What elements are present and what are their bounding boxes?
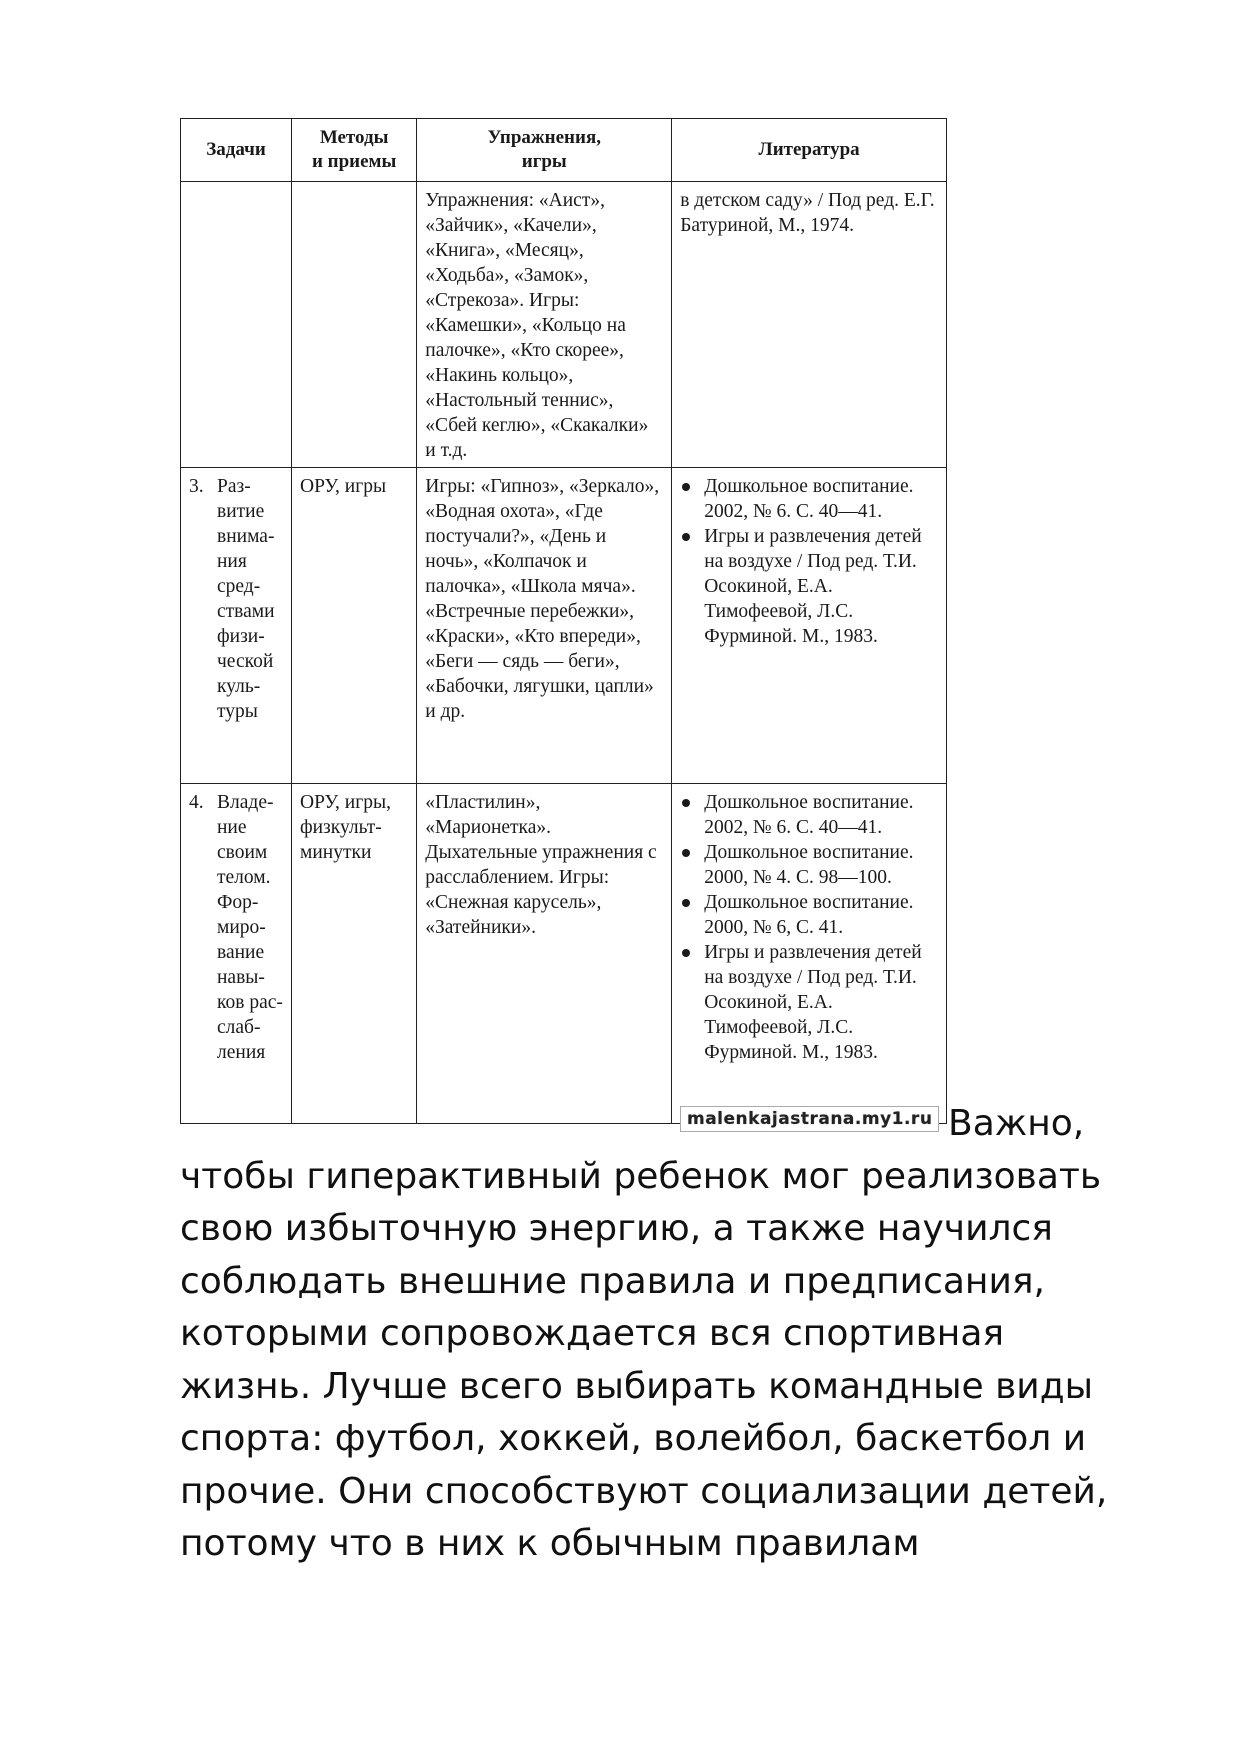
paragraph-text: чтобы гиперактивный ребенок мог реализовать свою избыточную энергию, а также научился соблюдать внешние правила и предписания, которыми сопровождается вся спортивная жизнь. Лучше всего выбирать командные виды спорта: футбол, хоккей, волейбол, баскетбол и прочие. Они способствуют социализации детей, потому что в них к обычным правилам (180, 1155, 1108, 1564)
task-cell (181, 182, 292, 468)
table-row (181, 182, 947, 468)
table-row (181, 468, 947, 784)
header-literature: Литература (672, 119, 947, 182)
exercises-cell (417, 784, 672, 1124)
header-methods: Методы и приемы (291, 119, 416, 182)
task-number: 4. (189, 792, 204, 813)
bullet-icon (682, 533, 690, 541)
task-text: Раз-витие внима-ния сред-ствами физи-ческой куль-туры (217, 476, 275, 722)
bullet-icon (682, 899, 690, 907)
methods-cell (291, 182, 416, 468)
literature-item: Игры и развлечения детей на воздухе / Под ред. Т.И. Осокиной, Е.А. Тимофеевой, Л.С. Фурминой. М., 1983. (680, 524, 938, 649)
header-exercises: Упражнения, игры (417, 119, 672, 182)
bullet-icon (682, 949, 690, 957)
task-number: 3. (189, 476, 204, 497)
literature-item: Дошкольное воспитание. 2002, № 6. С. 40—41. (680, 474, 938, 524)
exercises-text: Игры: «Гипноз», «Зеркало», «Водная охота», «Где постучали?», «День и ночь», «Колпачок и палочка», «Школа мяча». «Встречные перебежки», «Краски», «Кто впереди», «Беги — сядь — беги», «Бабочки, лягушки, цапли» и др. (425, 476, 660, 722)
task-cell (181, 468, 292, 784)
table-header-row (181, 119, 947, 182)
task-text: Владе-ние своим телом. Фор-миро-вание навы-ков рас-слаб-ления (217, 792, 283, 1063)
literature-cell (672, 784, 947, 1124)
bullet-icon (682, 483, 690, 491)
methods-cell (291, 468, 416, 784)
task-cell (181, 784, 292, 1124)
table-row (181, 784, 947, 1124)
body-paragraph (180, 1098, 1140, 1571)
exercises-text: «Пластилин», «Марионетка». Дыхательные упражнения с расслаблением. Игры: «Снежная карусель», «Затейники». (425, 792, 657, 938)
methods-text: ОРУ, игры (299, 476, 387, 497)
literature-item: Дошкольное воспитание. 2000, № 6, С. 41. (680, 890, 938, 940)
header-tasks: Задачи (181, 119, 292, 182)
paragraph-first-word: Важно, (948, 1103, 1085, 1144)
scanned-table-image (180, 118, 947, 1136)
literature-text: в детском саду» / Под ред. Е.Г. Батуриной, М., 1974. (680, 190, 935, 236)
exercises-text: Упражнения: «Аист», «Зайчик», «Качели», «Книга», «Месяц», «Ходьба», «Замок», «Стрекоза». Игры: «Камешки», «Кольцо на палочке», «Кто скорее», «Накинь кольцо», «Настольный теннис», «Сбей кеглю», «Скакалки» и т.д. (425, 190, 649, 461)
literature-item: Дошкольное воспитание. 2000, № 4. С. 98—100. (680, 840, 938, 890)
bullet-icon (682, 849, 690, 857)
literature-item: Игры и развлечения детей на воздухе / Под ред. Т.И. Осокиной, Е.А. Тимофеевой, Л.С. Фурминой. М., 1983. (680, 940, 938, 1065)
literature-table (180, 118, 947, 1124)
exercises-cell (417, 468, 672, 784)
literature-item: Дошкольное воспитание. 2002, № 6. С. 40—41. (680, 790, 938, 840)
methods-text: ОРУ, игры, физкульт-минутки (299, 792, 391, 863)
bullet-icon (682, 799, 690, 807)
watermark: malenkajastrana.my1.ru (680, 1106, 939, 1132)
exercises-cell (417, 182, 672, 468)
literature-cell (672, 468, 947, 784)
literature-cell (672, 182, 947, 468)
methods-cell (291, 784, 416, 1124)
